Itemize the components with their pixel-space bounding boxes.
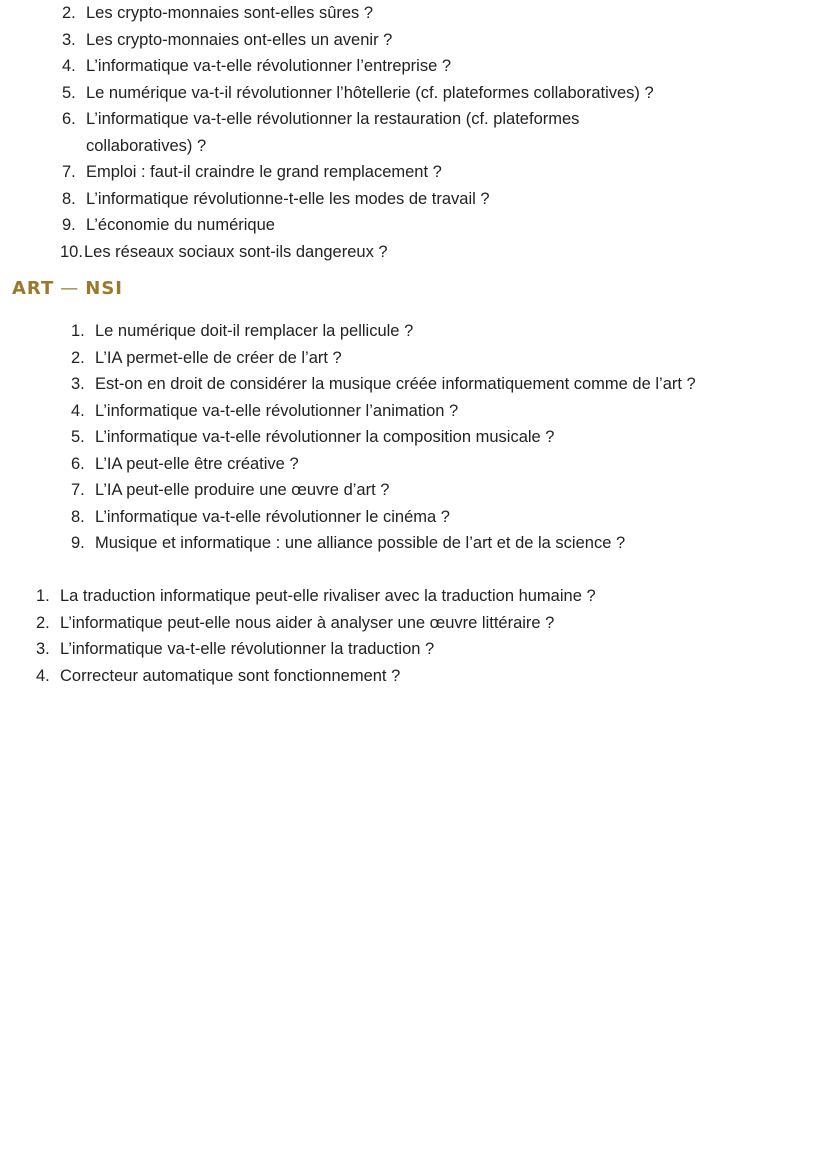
- list-item: [71, 318, 761, 345]
- item-text: Les crypto-monnaies sont-elles sûres ?: [86, 4, 374, 22]
- topic-list-art: [71, 318, 761, 557]
- list-item: [71, 345, 761, 372]
- topic-list-economy: [62, 0, 762, 265]
- item-number: 10.: [60, 242, 83, 261]
- list-item: [36, 610, 756, 637]
- list-item: [62, 27, 762, 54]
- topic-list-translation: [36, 583, 756, 689]
- heading-dash: —: [60, 278, 80, 299]
- item-number: 8.: [62, 189, 76, 208]
- item-number: 3.: [71, 375, 85, 393]
- list-item: [62, 159, 762, 186]
- item-number: 3.: [36, 640, 50, 658]
- item-number: 2.: [36, 613, 50, 632]
- item-number: 9.: [71, 534, 85, 552]
- item-number: 9.: [62, 216, 76, 234]
- list-item: [62, 212, 762, 239]
- list-item: [36, 636, 756, 663]
- item-text: L’IA permet-elle de créer de l’art ?: [95, 348, 342, 367]
- item-text: L’informatique révolutionne-t-elle les modes de travail ?: [86, 189, 490, 208]
- item-number: 4.: [36, 666, 50, 685]
- item-number: 4.: [71, 401, 85, 420]
- item-text: Est-on en droit de considérer la musique créée informatiquement comme de l’art ?: [95, 375, 696, 393]
- item-number: 1.: [36, 587, 50, 605]
- item-number: 4.: [62, 57, 76, 75]
- item-text: Correcteur automatique sont fonctionnement ?: [60, 666, 401, 685]
- list-item: [71, 371, 755, 398]
- list-item: [71, 477, 761, 504]
- list-item: [36, 583, 756, 610]
- item-text: L’IA peut-elle produire une œuvre d’art ?: [95, 481, 390, 499]
- item-text: Emploi : faut-il craindre le grand remplacement ?: [86, 163, 442, 181]
- item-number: 1.: [71, 322, 85, 340]
- list-item: [62, 80, 762, 107]
- item-text: Musique et informatique : une alliance possible de l’art et de la science ?: [95, 534, 626, 552]
- item-number: 6.: [71, 454, 85, 473]
- item-number: 7.: [62, 163, 76, 181]
- item-text: L’informatique va-t-elle révolutionner la restauration (cf. plateformes collaboratives) ?: [86, 110, 580, 155]
- item-number: 3.: [62, 30, 76, 49]
- item-text: L’informatique va-t-elle révolutionner le cinéma ?: [95, 507, 450, 526]
- item-text: L’économie du numérique: [86, 216, 275, 234]
- heading-left: ART: [12, 278, 55, 299]
- item-number: 2.: [71, 348, 85, 367]
- item-number: 8.: [71, 507, 85, 526]
- item-text: L’informatique va-t-elle révolutionner l’entreprise ?: [86, 57, 452, 75]
- list-item: [71, 424, 761, 451]
- item-text: La traduction informatique peut-elle rivaliser avec la traduction humaine ?: [60, 587, 596, 605]
- item-text: Le numérique va-t-il révolutionner l’hôtellerie (cf. plateformes collaboratives) ?: [86, 83, 654, 102]
- list-item: [62, 53, 762, 80]
- list-item: [62, 186, 762, 213]
- list-item: [36, 663, 756, 690]
- item-number: 5.: [71, 428, 85, 446]
- item-number: 7.: [71, 481, 85, 499]
- list-item: [62, 106, 676, 159]
- item-text: L’informatique va-t-elle révolutionner la traduction ?: [60, 640, 435, 658]
- item-number: 6.: [62, 110, 76, 128]
- item-text: L’informatique va-t-elle révolutionner l’animation ?: [95, 401, 459, 420]
- item-text: Le numérique doit-il remplacer la pellicule ?: [95, 322, 414, 340]
- item-text: Les crypto-monnaies ont-elles un avenir ?: [86, 30, 393, 49]
- list-item: [62, 0, 762, 27]
- item-text: L’IA peut-elle être créative ?: [95, 454, 299, 473]
- list-item: [60, 239, 762, 266]
- item-text: L’informatique peut-elle nous aider à analyser une œuvre littéraire ?: [60, 613, 555, 632]
- list-item: [71, 530, 761, 557]
- item-text: Les réseaux sociaux sont-ils dangereux ?: [84, 242, 388, 261]
- list-item: [71, 398, 761, 425]
- item-number: 5.: [62, 83, 76, 102]
- item-text: L’informatique va-t-elle révolutionner la composition musicale ?: [95, 428, 555, 446]
- section-heading: [12, 278, 123, 299]
- heading-right: NSI: [85, 278, 123, 299]
- item-number: 2.: [62, 4, 76, 22]
- list-item: [71, 451, 761, 478]
- list-item: [71, 504, 761, 531]
